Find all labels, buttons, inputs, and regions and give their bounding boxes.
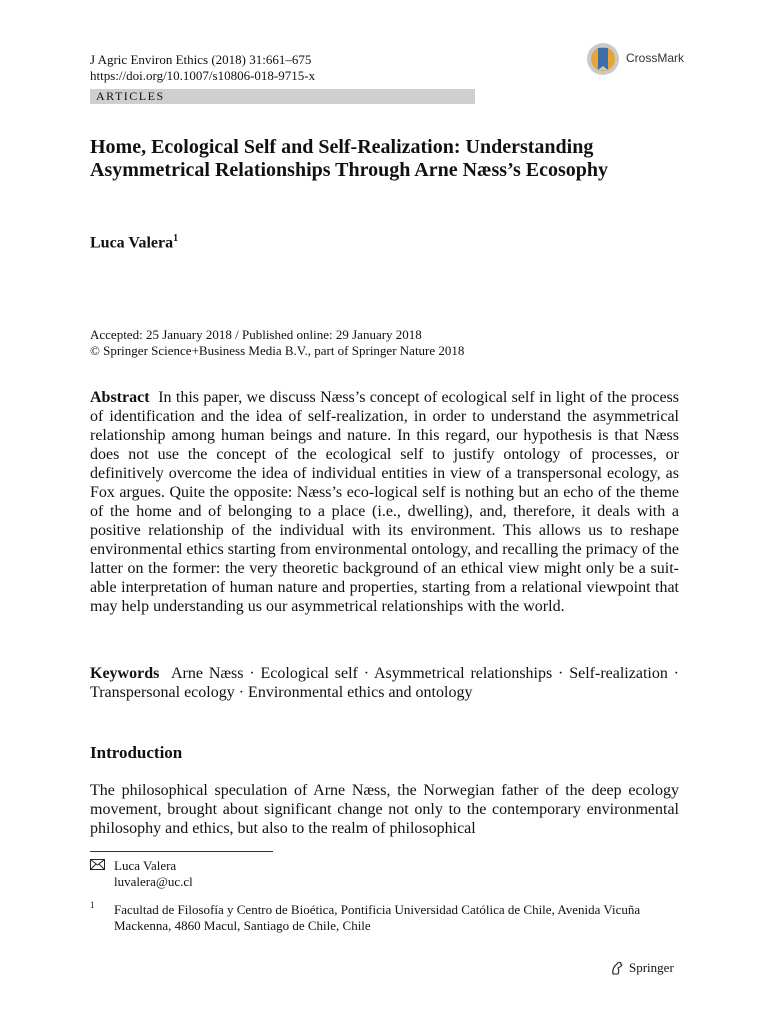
crossmark-icon: [586, 42, 622, 76]
author-name: [90, 233, 178, 252]
corresponding-author-name: Luca Valera: [114, 858, 177, 873]
publication-dates: Accepted: 25 January 2018 / Published online: 29 January 2018: [90, 327, 422, 342]
author-affiliation-mark: 1: [173, 233, 179, 244]
springer-horse-icon: [609, 960, 625, 976]
crossmark-label: CrossMark: [626, 51, 685, 65]
footnote-divider: [90, 851, 273, 852]
crossmark-badge[interactable]: [586, 42, 686, 76]
publisher-name: Springer: [629, 960, 674, 975]
author-name-text[interactable]: Luca Valera: [90, 234, 174, 252]
abstract-text: In this paper, we discuss Næss’s concept of ecological self in light of the process of identification and the idea of self-realization, in order to understand the asymmetrical relationship among human beings and nature. In this regard, our hypothesis is that Næss does not use the concept of the ecological self to justify ontology of processes, or definitively overcome the idea of individual entities in view of a transpersonal ecology, as Fox argues. Quite the opposite: Næss’s eco-logical self is nothing but an echo of the theme of the home and of belonging to a place (i.e., dwelling), and, therefore, it deals with a positive relationship of the individual with its environment. This allows us to reshape environmental ethics starting from environmental ontology, and recalling the primacy of the latter on the former: the very theoretic background of an ethical view might only be a suit-able interpretation of human nature and properties, starting from a relational viewpoint that may help understanding us our asymmetrical relationships with the world.: [90, 389, 680, 615]
keywords-label: Keywords: [90, 665, 160, 682]
introduction-heading: Introduction: [90, 743, 183, 762]
doi-link[interactable]: https://doi.org/10.1007/s10806-018-9715-x: [90, 68, 316, 83]
article-title: Home, Ecological Self and Self-Realization: Understanding Asymmetrical Relationships Through Arne Næss’s Ecosophy: [90, 136, 609, 181]
keywords-text: Arne Næss · Ecological self · Asymmetrical relationships · Self-realization · Transpersonal ecology · Environmental ethics and ontology: [90, 665, 679, 701]
affiliation-text: Facultad de Filosofía y Centro de Bioética, Pontificia Universidad Católica de Chile, Avenida Vicuña Mackenna, 4860 Macul, Santiago de Chile, Chile: [114, 902, 641, 933]
journal-citation: J Agric Environ Ethics (2018) 31:661–675: [90, 52, 312, 67]
copyright-line: © Springer Science+Business Media B.V., part of Springer Nature 2018: [90, 343, 465, 358]
keywords: [90, 664, 679, 702]
corresponding-author-email[interactable]: luvalera@uc.cl: [114, 874, 193, 889]
abstract-label: Abstract: [90, 389, 150, 406]
introduction-text: The philosophical speculation of Arne Næss, the Norwegian father of the deep ecology movement, brought about significant change not only to the contemporary environmental philosophy and ethics, but also to the realm of philosophical: [90, 782, 679, 837]
publisher-logo: [609, 960, 674, 976]
section-label: ARTICLES: [96, 89, 165, 103]
envelope-icon: [90, 858, 105, 874]
abstract: [90, 388, 679, 616]
affiliation-number: 1: [90, 900, 95, 910]
